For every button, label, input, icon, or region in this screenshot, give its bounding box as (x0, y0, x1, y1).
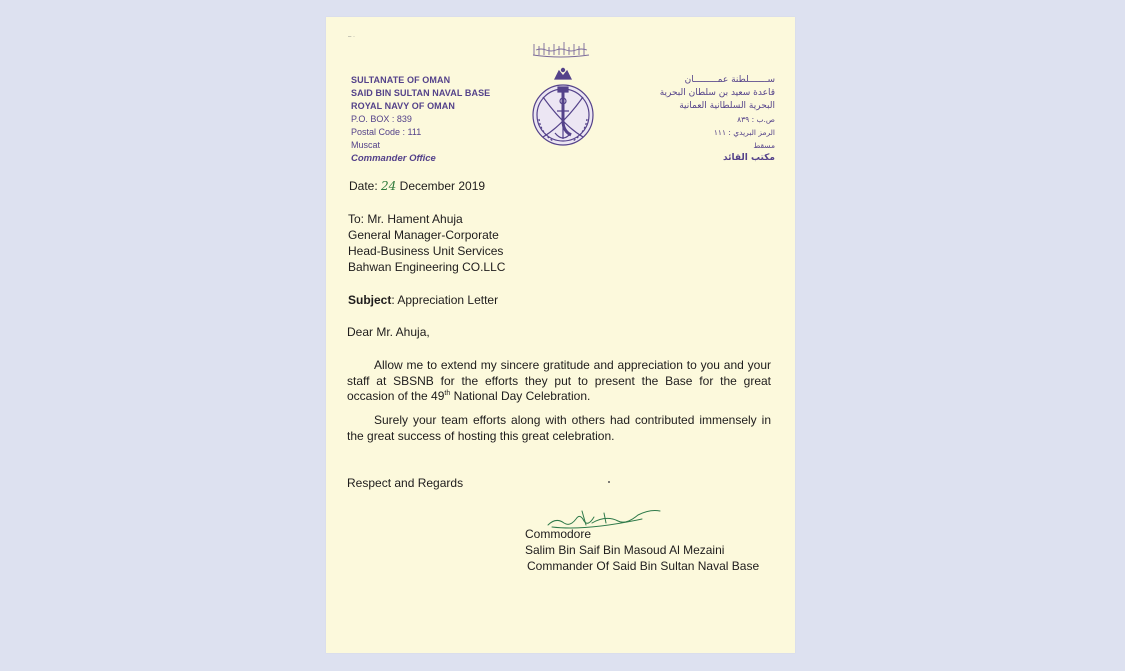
subject-line (348, 292, 498, 308)
date-label: Date: (349, 179, 378, 193)
recipient-company: Bahwan Engineering CO.LLC (348, 260, 506, 274)
letterhead-line-3: ROYAL NAVY OF OMAN (351, 101, 455, 111)
signature-title: Commander Of Said Bin Sultan Naval Base (527, 559, 760, 573)
letterhead-line-2: SAID BIN SULTAN NAVAL BASE (351, 88, 491, 98)
letterhead-office: Commander Office (351, 153, 436, 164)
recipient-name: To: Mr. Hament Ahuja (348, 212, 463, 226)
paragraph-1-sup: th (444, 390, 451, 397)
letter-document (326, 17, 795, 653)
letterhead-ar-office: مكتب القائد (722, 153, 775, 163)
subject-text: : Appreciation Letter (391, 293, 499, 307)
letterhead-pobox: P.O. BOX : 839 (351, 114, 412, 124)
letterhead-english (351, 74, 490, 165)
letterhead-ar-postal: الرمز البريدي : ١١١ (713, 128, 775, 137)
paragraph-1-text-a: Allow me to extend my sincere gratitude and appreciation to you and your staff at SBSNB for the efforts they put to present the Base for the great occasion of the 49 (347, 358, 771, 403)
recipient-title-1: General Manager-Corporate (348, 228, 499, 242)
salutation: Dear Mr. Ahuja, (347, 325, 430, 339)
letterhead-ar-line-3: البحرية السلطانية العمانية (679, 101, 775, 111)
recipient-block (348, 211, 505, 275)
letterhead-ar-line-1: ســـــــلطنة عمـــــــــان (684, 75, 775, 85)
date-day: 24 (381, 179, 397, 193)
oman-navy-emblem (527, 67, 599, 149)
paragraph-2-text: Surely your team efforts along with others had contributed immensely in the great success of hosting this great celebration. (347, 413, 771, 443)
bismillah-calligraphy (531, 38, 591, 60)
letterhead-ar-city: مسقط (753, 141, 775, 150)
letterhead-ar-pobox: ص.ب : ٨٣٩ (737, 115, 775, 124)
letterhead-arabic (660, 74, 775, 165)
closing: Respect and Regards (347, 476, 464, 490)
paragraph-1 (347, 358, 771, 405)
signature-name: Salim Bin Saif Bin Masoud Al Mezaini (525, 543, 725, 557)
letterhead-line-1: SULTANATE OF OMAN (351, 75, 451, 85)
paragraph-1-text-b: National Day Celebration. (450, 389, 591, 403)
subject-label: Subject (348, 293, 392, 307)
recipient-title-2: Head-Business Unit Services (348, 244, 504, 258)
letterhead-postal-code: Postal Code : 111 (351, 127, 422, 137)
scan-mark: – · (348, 34, 356, 40)
letterhead-ar-line-2: قاعدة سعيد بن سلطان البحرية (659, 88, 775, 98)
letterhead-city: Muscat (351, 140, 381, 150)
date-line (349, 178, 485, 194)
paragraph-2 (347, 413, 771, 444)
signature-rank: Commodore (525, 527, 592, 541)
ink-dot (608, 481, 610, 483)
date-rest: December 2019 (399, 179, 486, 193)
